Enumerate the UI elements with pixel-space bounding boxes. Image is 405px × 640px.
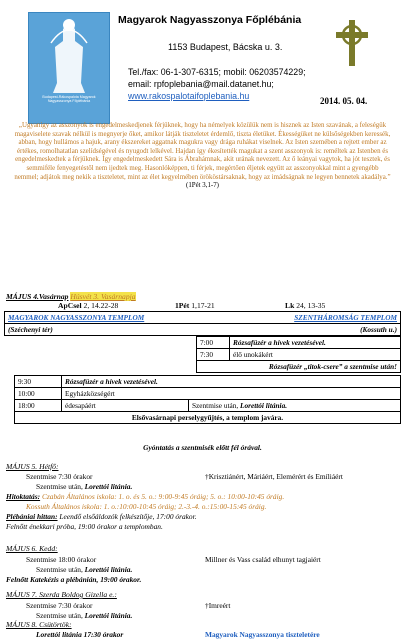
reading-1: ApCsel 2, 14.22-28 xyxy=(58,301,119,310)
scripture-quote xyxy=(14,122,391,191)
address: 1153 Budapest, Bácska u. 3. xyxy=(168,42,283,52)
monday-after: Szentmise után, Lorettói litánia. xyxy=(36,482,133,491)
parish-class: Plébániai hittan: Leendő elsőáldozók felkészítője, 17:00 órakor. xyxy=(6,512,197,521)
tuesday-mass: Szentmise 18:00 órakor xyxy=(26,555,97,564)
tuesday-intention: Millner és Vass család elhunyt tagjaiért xyxy=(205,555,321,564)
wednesday-intention: †Imreért xyxy=(205,601,231,610)
catechesis-line1: Hitoktatás: Czabán Általános iskola: 1. o. és 5. o.: 9:00-9:45 óráig; 5. o.: 10:00-10:45 óráig. xyxy=(6,492,285,501)
church1-name: MAGYAROK NAGYASSZONYA TEMPLOM xyxy=(5,312,229,324)
sunday-feast: Húsvét 3. Vasárnapja xyxy=(70,292,136,301)
church1-place: (Széchenyi tér) xyxy=(5,324,229,336)
church2-name: SZENTHÁROMSÁG TEMPLOM xyxy=(229,312,401,324)
table-row: Rózsafüzér „titok-csere” a szentmise után! xyxy=(197,361,401,373)
email: email: rpfoplebania@mail.datanet.hu; xyxy=(128,79,274,89)
phone: Tel./fax: 06-1-307-6315; mobil: 06203574229; xyxy=(128,67,306,77)
table-row: 10:00 Egyházközségért xyxy=(15,388,401,400)
monday-intention: †Krisztiánért, Máriáért, Elemérért és Emíliáért xyxy=(205,472,343,481)
reading-2: 1Pét 1,17-21 xyxy=(175,301,215,310)
wednesday-after: Szentmise után, Lorettói litánia. xyxy=(36,611,133,620)
contact-block xyxy=(128,66,306,102)
thursday-intention: Magyarok Nagyasszonya tiszteletére xyxy=(205,630,320,639)
tuesday-extra: Felnőtt Katekézis a plébánián, 19:00 órakor. xyxy=(6,575,142,584)
table-row: Elsővasárnapi perselygyűjtés, a templom javára. xyxy=(15,412,401,424)
wednesday-mass: Szentmise 7:30 órakor xyxy=(26,601,93,610)
thursday-label: MÁJUS 8. Csütörtök: xyxy=(6,620,72,629)
church2-place: (Kossuth u.) xyxy=(229,324,401,336)
website-link[interactable]: www.rakospalotaifoplebania.hu xyxy=(128,91,250,101)
parish-logo xyxy=(28,12,110,124)
logo-text: Budapest-Rákospalota Magyarok Nagyasszonya Főplébánia xyxy=(42,95,96,104)
confession-note: Gyóntatás a szentmisék előtt fél órával. xyxy=(143,443,262,452)
choir-note: Felnőtt énekkari próba, 19:00 órakor a templomban. xyxy=(6,522,163,531)
catechesis-line2: Kossuth Általános iskola: 1. o.:10:00-10:45 óráig; 2.-3.-4. o.:15:00-15:45 óráig. xyxy=(26,502,267,511)
church2-schedule xyxy=(196,336,401,373)
tuesday-label: MÁJUS 6. Kedd: xyxy=(6,544,58,553)
wednesday-label: MÁJUS 7. Szerda Boldog Gizella e.: xyxy=(6,590,117,599)
table-row: 7:30 élő unokákért xyxy=(197,349,401,361)
table-row: 9:30 Rózsafüzér a hívek vezetésével. xyxy=(15,376,401,388)
reading-3: Lk 24, 13-35 xyxy=(285,301,326,310)
quote-source: (1Pét 3,1-7) xyxy=(186,182,219,190)
table-row: 18:00 édesapáért Szentmise után, Lorettói litánia. xyxy=(15,400,401,412)
tuesday-after: Szentmise után, Lorettói litánia. xyxy=(36,565,133,574)
sunday-heading: MÁJUS 4.Vasárnap Húsvét 3. Vasárnapja xyxy=(6,292,136,301)
quote-text: „Ugyanígy az asszonyok is engedelmeskedjenek férjüknek, hogy ha némelyek közülük nem is hisznek az Isten szavának, a feleségük magaviselete szavak nélkül is megnyerje őket, amikor látják tiszteletet érdemlő, tiszta életüket. Ékességüket ne külsőségekben keressék, abban, hogy hullámos a hajuk, arany ékszereket aggatnak magukra vagy drága ruhákat viselnek. Az Isten szemében a rejtett ember az értékes, romolhatatlan szelídségével és nyugodt lelkével. Hajdan így ékesítették magukat a szent asszonyok is: reméltek az Istenben és engedelmeskedtek a férjüknek. Így engedelmeskedett Sára is Ábrahámnak, akit urának nevezett. Az ő leányai vagytok, ha jót tesztek, és semmiféle fenyegetéstől nem ijedtek meg. Hasonlóképpen, ti férjek, megértően éljetek együtt az asszonyokkal mint a gyengébb nemmel; adjátok meg nekik a tiszteletet, mint az élet kegyelmében örököstársaknak, hogy az imádságnak ne legyen bennetek akadálya.” xyxy=(14,122,391,181)
monday-label: MÁJUS 5. Hétfő: xyxy=(6,462,59,471)
monday-mass: Szentmise 7:30 órakor xyxy=(26,472,93,481)
church1-schedule xyxy=(14,375,401,424)
litany-note: Szentmise után, Lorettói litánia. xyxy=(189,400,401,412)
madonna-statue-icon xyxy=(29,13,109,123)
parish-title: Magyarok Nagyasszonya Főplébánia xyxy=(118,14,302,26)
table-row: 7:00 Rózsafüzér a hívek vezetésével. xyxy=(197,337,401,349)
bulletin-date: 2014. 05. 04. xyxy=(320,96,368,106)
celtic-cross-icon xyxy=(330,18,374,73)
thursday-mass: Lorettói litánia 17:30 órakor xyxy=(36,630,124,639)
church-header-table xyxy=(4,311,401,336)
